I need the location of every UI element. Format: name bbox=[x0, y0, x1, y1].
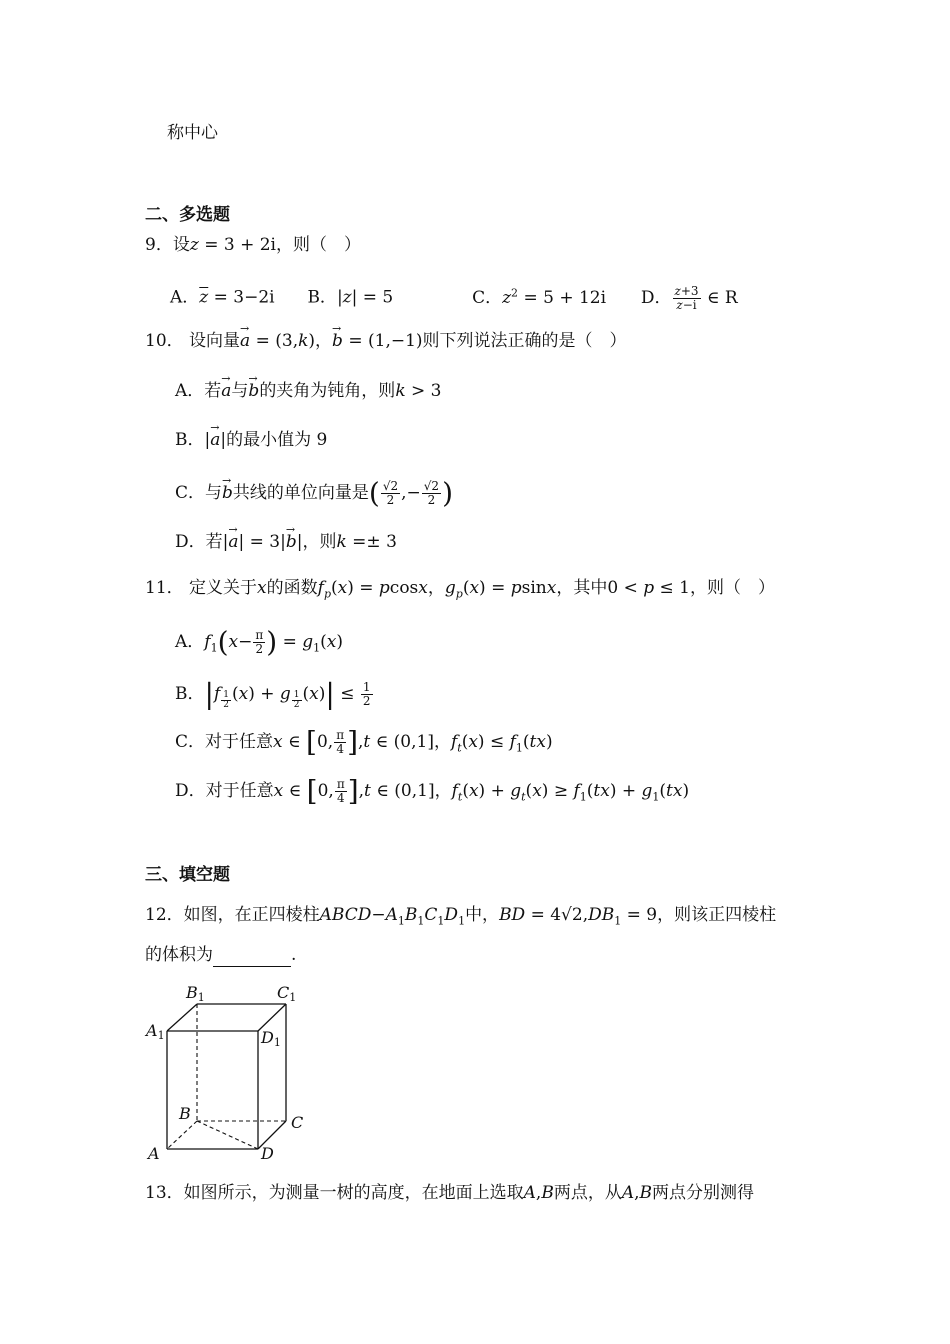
label-b1: B1 bbox=[186, 983, 205, 1004]
question-11: 11． 定义关于x的函数$f_p(x) = pcosx$，$g_p(x) = psinx$，其中0 < p ≤ 1，则（ ） bbox=[145, 578, 775, 601]
answer-blank[interactable] bbox=[213, 948, 291, 967]
q9-option-b[interactable]: B．|z| = 5 bbox=[307, 287, 394, 308]
question-9: 9．设z = 3 + 2i，则（ ） bbox=[145, 235, 361, 255]
label-d1: D1 bbox=[261, 1028, 281, 1049]
question-13: 13．如图所示，为测量一树的高度，在地面上选取A,B两点，从A,B两点分别测得 bbox=[145, 1183, 755, 1203]
q10-option-c[interactable]: C．与→ b共线的单位向量是( $\frac{√2}{2}$ ,− $\frac{√2}{2}$ ) bbox=[175, 480, 453, 507]
label-c1: C1 bbox=[277, 983, 297, 1004]
label-d: D bbox=[261, 1144, 274, 1163]
label-b: B bbox=[179, 1104, 191, 1123]
q10-option-b[interactable]: B．|→ a|的最小值为 9 bbox=[175, 428, 327, 452]
q11-option-d[interactable]: D．对于任意x ∈ [0, $\frac{\pi}{4}$ ],t ∈ (0,1]，$f_t(x) + g_t(x) \ge f_1(tx) + g_1(tx)$ bbox=[175, 774, 690, 808]
q10-option-d[interactable]: D．若|→ a| = 3|→ b|，则k =± 3 bbox=[175, 530, 397, 554]
question-10: 10． 设向量→ a = (3,k)，→ b = (1,−1)则下列说法正确的是（ ） bbox=[145, 329, 627, 353]
section-heading-multi: 二、多选题 bbox=[145, 205, 230, 225]
section-heading-fill: 三、填空题 bbox=[145, 865, 230, 885]
q9-option-c[interactable]: C．$z^2 = 5 + 12i$ bbox=[472, 286, 607, 308]
label-a: A bbox=[148, 1144, 160, 1163]
q10-option-a[interactable]: A．若→ a与→ b的夹角为钝角，则k > 3 bbox=[175, 379, 442, 403]
question-9-options bbox=[170, 281, 738, 312]
continuation-text: 称中心 bbox=[167, 123, 218, 143]
question-12: 12．如图，在正四棱柱$ABCD-A_1B_1C_1D_1$中，BD = $4√2,DB_1 = 9$，则该正四棱柱 bbox=[145, 905, 777, 928]
q11-option-b[interactable]: B．|f $_{\frac{1}{2}}$ (x) + g $_{\frac{1}{2}}$ (x)| ≤ $\frac{1}{2}$ bbox=[175, 677, 371, 711]
q9-option-d[interactable]: D． $\frac{z+3}{z-i}$ ∈ R bbox=[640, 283, 738, 312]
q11-option-c[interactable]: C．对于任意x ∈ [0, $\frac{\pi}{4}$ ],t ∈ (0,1]，$f_t(x) \le f_1(tx)$ bbox=[175, 725, 553, 759]
q11-option-a[interactable]: A．$f_1(x-$ $\frac{\pi}{2}$ ) = $g_1(x)$ bbox=[175, 625, 344, 659]
label-c: C bbox=[291, 1113, 304, 1132]
question-12-line2: 的体积为 . bbox=[145, 945, 297, 965]
q9-option-a[interactable]: A．$\overline{z} = 3-2i$ bbox=[170, 287, 275, 308]
prism-figure bbox=[140, 978, 320, 1168]
label-a1: A1 bbox=[146, 1021, 165, 1042]
